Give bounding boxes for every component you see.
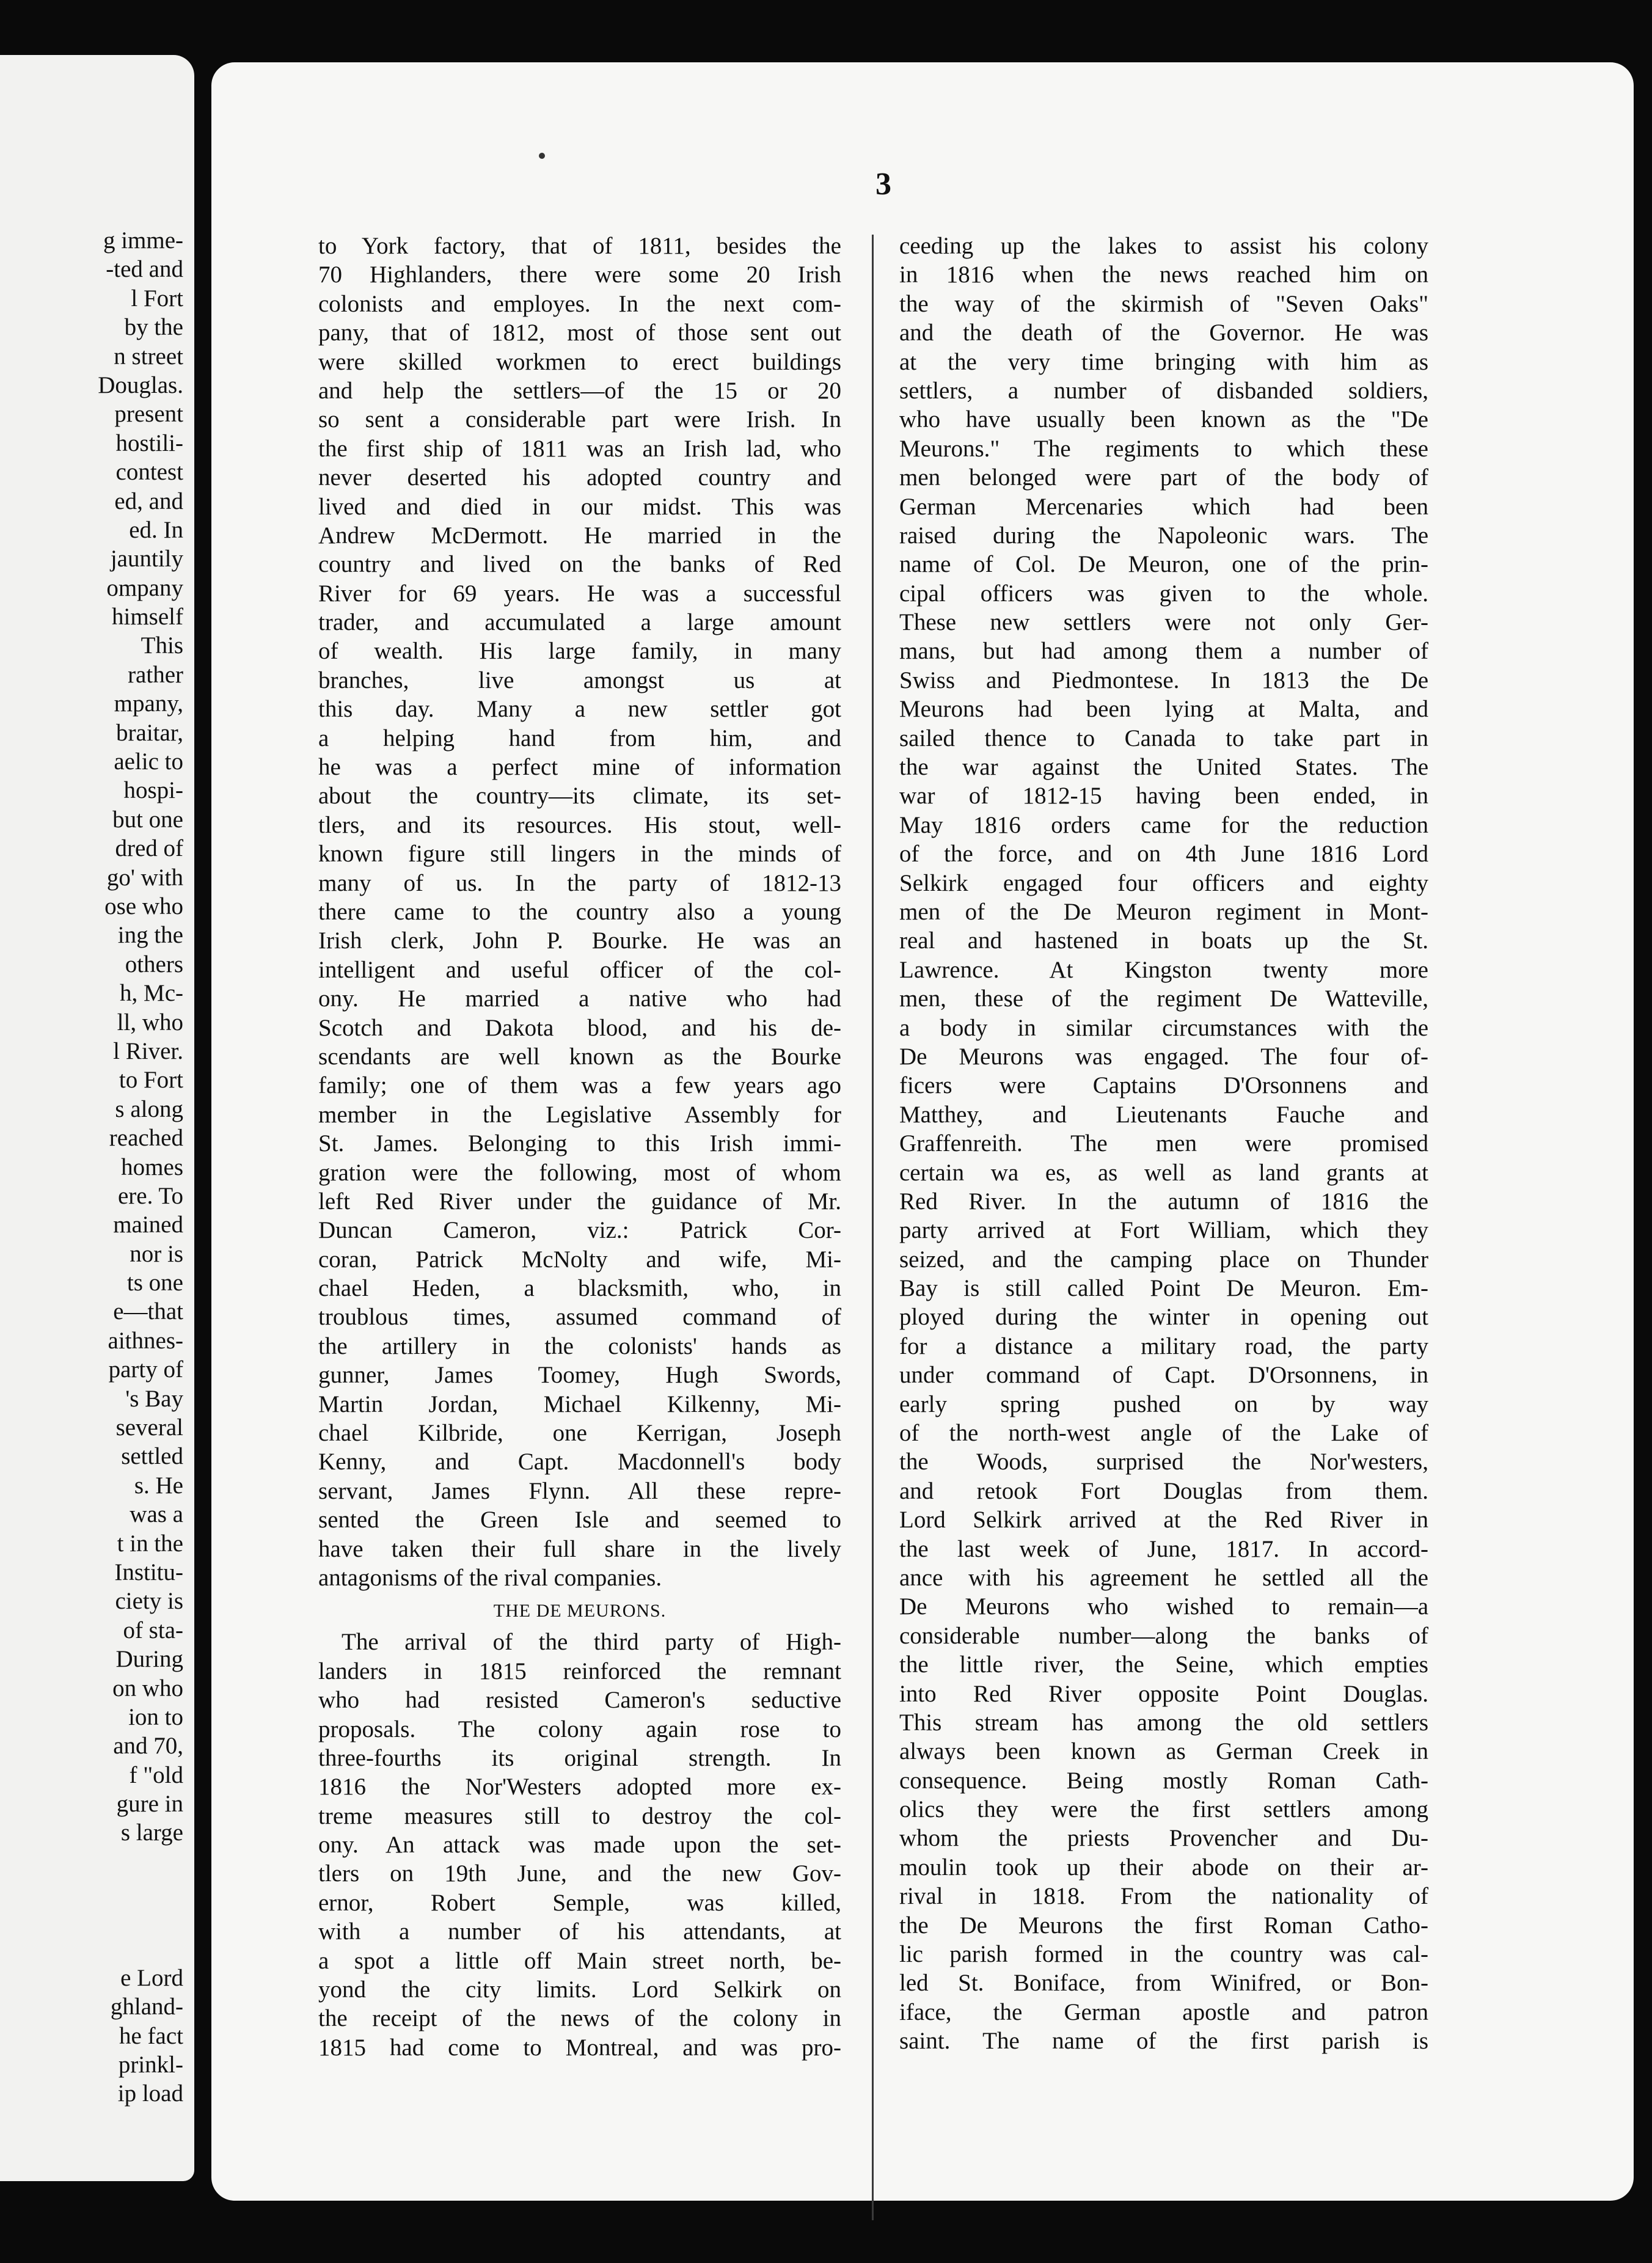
text-line: a body in similar circumstances with the	[899, 1014, 1428, 1041]
text-line: the Woods, surprised the Nor'westers,	[899, 1449, 1428, 1475]
text-line: whom the priests Provencher and Du-	[899, 1825, 1428, 1852]
fragment-line: aithnes-	[108, 1327, 183, 1354]
fragment-line: settled	[121, 1443, 183, 1470]
fragment-line: Institu-	[114, 1559, 183, 1585]
text-column-left	[318, 232, 841, 2062]
text-line: at the very time bringing with him as	[899, 348, 1428, 375]
fragment-line: jauntily	[110, 546, 183, 572]
text-line: real and hastened in boats up the St.	[899, 927, 1428, 954]
text-line: men belonged were part of the body of	[899, 464, 1428, 491]
fragment-line: Douglas.	[98, 371, 183, 398]
fragment-line: ed, and	[114, 488, 183, 514]
text-line: who had resisted Cameron's seductive	[318, 1687, 841, 1714]
text-line: gunner, James Toomey, Hugh Swords,	[318, 1362, 841, 1389]
fragment-line: contest	[115, 459, 183, 486]
text-line: cipal officers was given to the whole.	[899, 580, 1428, 607]
text-line: the artillery in the colonists' hands as	[318, 1333, 841, 1359]
text-line: the way of the skirmish of "Seven Oaks"	[899, 290, 1428, 317]
text-line: branches, live amongst us at	[318, 667, 841, 693]
text-line: so sent a considerable part were Irish. In	[318, 406, 841, 433]
fragment-line	[0, 1848, 183, 1964]
fragment-line: e Lord	[120, 1964, 183, 1991]
fragment-line: ciety is	[115, 1588, 183, 1615]
fragment-line: rather	[128, 661, 183, 688]
text-line: known figure still lingers in the minds of	[318, 841, 841, 868]
text-line: ployed during the winter in opening out	[899, 1304, 1428, 1331]
text-line: pany, that of 1812, most of those sent out	[318, 320, 841, 346]
text-line: landers in 1815 reinforced the remnant	[318, 1658, 841, 1684]
fragment-line: 's Bay	[125, 1385, 183, 1412]
text-line: chael Heden, a blacksmith, who, in	[318, 1275, 841, 1302]
text-line: River for 69 years. He was a successful	[318, 580, 841, 607]
text-line: mans, but had among them a number of	[899, 638, 1428, 665]
text-line: always been known as German Creek in	[899, 1738, 1428, 1765]
text-line: the war against the United States. The	[899, 754, 1428, 781]
fragment-line: aelic to	[114, 748, 183, 775]
text-line: The arrival of the third party of High-	[342, 1629, 841, 1656]
fragment-line: by the	[124, 314, 183, 341]
text-line: Scotch and Dakota blood, and his de-	[318, 1014, 841, 1041]
text-line: lived and died in our midst. This was	[318, 493, 841, 520]
text-line: and help the settlers—of the 15 or 20	[318, 377, 841, 404]
fragment-line: others	[125, 951, 183, 978]
text-line: Duncan Cameron, viz.: Patrick Cor-	[318, 1217, 841, 1244]
text-line: olics they were the first settlers among	[899, 1796, 1428, 1823]
text-line: coran, Patrick McNolty and wife, Mi-	[318, 1246, 841, 1273]
fragment-line: he fact	[119, 2022, 183, 2049]
text-line: Meurons had been lying at Malta, and	[899, 696, 1428, 723]
previous-page-text-fragments	[0, 226, 183, 2108]
text-line: gration were the following, most of whom	[318, 1159, 841, 1186]
text-line: 1816 the Nor'Westers adopted more ex-	[318, 1774, 841, 1801]
text-line: the receipt of the news of the colony in	[318, 2005, 841, 2032]
print-speck	[539, 153, 545, 159]
text-line: considerable number—along the banks of	[899, 1622, 1428, 1649]
text-line: about the country—its climate, its set-	[318, 783, 841, 810]
text-column-right	[899, 232, 1428, 2056]
text-line: party arrived at Fort William, which they	[899, 1217, 1428, 1244]
text-line: rival in 1818. From the nationality of	[899, 1883, 1428, 1910]
text-line: intelligent and useful officer of the col-	[318, 956, 841, 983]
fragment-line: braitar,	[116, 719, 183, 746]
page-number: 3	[875, 167, 891, 202]
text-line: ceeding up the lakes to assist his colony	[899, 233, 1428, 259]
text-line: the first ship of 1811 was an Irish lad, who	[318, 435, 841, 462]
text-line: men of the De Meuron regiment in Mont-	[899, 898, 1428, 925]
text-line: of the force, and on 4th June 1816 Lord	[899, 841, 1428, 868]
fragment-line: and 70,	[113, 1733, 183, 1760]
fragment-line: reached	[109, 1125, 183, 1152]
text-line: tlers, and its resources. His stout, well-	[318, 811, 841, 838]
text-line: Lawrence. At Kingston twenty more	[899, 956, 1428, 983]
fragment-line: s along	[115, 1095, 183, 1122]
fragment-line: mained	[113, 1212, 183, 1238]
text-line: Lord Selkirk arrived at the Red River in	[899, 1507, 1428, 1534]
text-line: sented the Green Isle and seemed to	[318, 1507, 841, 1534]
text-line: early spring pushed on by way	[899, 1391, 1428, 1417]
fragment-line: hospi-	[123, 777, 183, 804]
text-line: the De Meurons the first Roman Catho-	[899, 1912, 1428, 1939]
text-line: a spot a little off Main street north, be-	[318, 1947, 841, 1974]
fragment-line: ion to	[128, 1703, 183, 1730]
text-line: tlers on 19th June, and the new Gov-	[318, 1860, 841, 1887]
text-line: trader, and accumulated a large amount	[318, 609, 841, 636]
fragment-line: party of	[108, 1356, 183, 1383]
text-line: into Red River opposite Point Douglas.	[899, 1680, 1428, 1707]
fragment-line: During	[115, 1646, 183, 1673]
fragment-line: mpany,	[114, 690, 183, 717]
column-divider	[872, 235, 874, 2220]
fragment-line: nor is	[130, 1240, 183, 1267]
text-line: certain wa es, as well as land grants at	[899, 1159, 1428, 1186]
text-line: of wealth. His large family, in many	[318, 638, 841, 665]
fragment-line: ts one	[126, 1270, 183, 1296]
text-line: never deserted his adopted country and	[318, 464, 841, 491]
text-line: under command of Capt. D'Orsonnens, in	[899, 1362, 1428, 1389]
text-line: consequence. Being mostly Roman Cath-	[899, 1767, 1428, 1794]
text-line: men, these of the regiment De Watteville,	[899, 985, 1428, 1012]
fragment-line: l Fort	[131, 285, 183, 312]
text-line: chael Kilbride, one Kerrigan, Joseph	[318, 1420, 841, 1447]
fragment-line: -ted and	[106, 256, 183, 283]
fragment-line: h, Mc-	[120, 980, 183, 1007]
text-line: to York factory, that of 1811, besides the	[318, 233, 841, 259]
fragment-line: hostili-	[115, 430, 183, 456]
text-line: servant, James Flynn. All these repre-	[318, 1477, 841, 1504]
text-line: proposals. The colony again rose to	[318, 1716, 841, 1742]
text-line: Martin Jordan, Michael Kilkenny, Mi-	[318, 1391, 841, 1417]
text-line: Graffenreith. The men were promised	[899, 1130, 1428, 1157]
fragment-line: ose who	[104, 893, 183, 919]
fragment-line: n street	[114, 343, 183, 370]
text-line: colonists and employes. In the next com-	[318, 290, 841, 317]
text-line: This stream has among the old settlers	[899, 1709, 1428, 1736]
current-page	[211, 62, 1634, 2201]
text-line: raised during the Napoleonic wars. The	[899, 522, 1428, 549]
section-heading: THE DE MEURONS.	[493, 1601, 667, 1621]
fragment-line: but one	[112, 806, 183, 833]
text-line: war of 1812-15 having been ended, in	[899, 783, 1428, 810]
fragment-line: g imme-	[103, 227, 183, 254]
fragment-line: to Fort	[119, 1067, 183, 1094]
fragment-line: s. He	[134, 1472, 183, 1499]
text-line: name of Col. De Meuron, one of the prin-	[899, 551, 1428, 578]
text-line: there came to the country also a young	[318, 898, 841, 925]
text-line: Andrew McDermott. He married in the	[318, 522, 841, 549]
text-line: Selkirk engaged four officers and eighty	[899, 869, 1428, 896]
text-line: ony. An attack was made upon the set-	[318, 1832, 841, 1859]
fragment-line: ll, who	[117, 1009, 183, 1036]
text-line: Irish clerk, John P. Bourke. He was an	[318, 927, 841, 954]
text-line: De Meurons was engaged. The four of-	[899, 1043, 1428, 1070]
text-line: iface, the German apostle and patron	[899, 1998, 1428, 2025]
fragment-line: prinkl-	[118, 2052, 183, 2078]
fragment-line: ip load	[117, 2080, 183, 2107]
fragment-line: was a	[130, 1501, 183, 1528]
fragment-line: f "old	[129, 1761, 183, 1788]
fragment-line: s large	[120, 1819, 183, 1846]
text-line: 70 Highlanders, there were some 20 Irish	[318, 261, 841, 288]
text-line: antagonisms of the rival companies.	[318, 1564, 662, 1591]
text-line: family; one of them was a few years ago	[318, 1072, 841, 1099]
text-line: settlers, a number of disbanded soldiers,	[899, 377, 1428, 404]
fragment-line: ed. In	[129, 516, 183, 543]
text-line: member in the Legislative Assembly for	[318, 1101, 841, 1128]
text-line: moulin took up their abode on their ar-	[899, 1854, 1428, 1881]
text-line: De Meurons who wished to remain—a	[899, 1593, 1428, 1620]
fragment-line: of sta-	[123, 1617, 183, 1643]
text-line: the last week of June, 1817. In accord-	[899, 1535, 1428, 1562]
text-line: he was a perfect mine of information	[318, 754, 841, 781]
text-line: three-fourths its original strength. In	[318, 1744, 841, 1771]
text-line: 1815 had come to Montreal, and was pro-	[318, 2034, 841, 2061]
fragment-line: l River.	[113, 1037, 183, 1064]
fragment-line: several	[115, 1414, 183, 1441]
fragment-line: This	[141, 632, 183, 659]
text-line: and the death of the Governor. He was	[899, 320, 1428, 346]
text-line: Red River. In the autumn of 1816 the	[899, 1188, 1428, 1215]
text-line: have taken their full share in the lively	[318, 1535, 841, 1562]
text-line: for a distance a military road, the party	[899, 1333, 1428, 1359]
text-line: Matthey, and Lieutenants Fauche and	[899, 1101, 1428, 1128]
fragment-line: dred of	[115, 835, 183, 862]
text-line: ony. He married a native who had	[318, 985, 841, 1012]
fragment-line: gure in	[116, 1791, 183, 1818]
fragment-line: ompany	[106, 574, 183, 601]
fragment-line: ing the	[117, 922, 183, 949]
fragment-line: t in the	[117, 1530, 183, 1557]
text-line: this day. Many a new settler got	[318, 696, 841, 723]
fragment-line: homes	[121, 1153, 183, 1180]
text-line: St. James. Belonging to this Irish immi-	[318, 1130, 841, 1157]
text-line: led St. Boniface, from Winifred, or Bon-	[899, 1970, 1428, 1997]
text-line: and retook Fort Douglas from them.	[899, 1477, 1428, 1504]
text-line: treme measures still to destroy the col-	[318, 1802, 841, 1829]
text-line: German Mercenaries which had been	[899, 493, 1428, 520]
fragment-line: himself	[112, 604, 183, 631]
text-line: Kenny, and Capt. Macdonnell's body	[318, 1449, 841, 1475]
text-line: ernor, Robert Semple, was killed,	[318, 1889, 841, 1916]
text-line: with a number of his attendants, at	[318, 1918, 841, 1945]
text-line: of the north-west angle of the Lake of	[899, 1420, 1428, 1447]
text-line: These new settlers were not only Ger-	[899, 609, 1428, 636]
text-line: seized, and the camping place on Thunder	[899, 1246, 1428, 1273]
text-line: Swiss and Piedmontese. In 1813 the De	[899, 667, 1428, 693]
text-line: sailed thence to Canada to take part in	[899, 725, 1428, 751]
text-line: Bay is still called Point De Meuron. Em-	[899, 1275, 1428, 1302]
text-line: saint. The name of the first parish is	[899, 2028, 1428, 2055]
text-line: who have usually been known as the "De	[899, 406, 1428, 433]
text-line: in 1816 when the news reached him on	[899, 261, 1428, 288]
text-line: troublous times, assumed command of	[318, 1304, 841, 1331]
previous-page-edge	[0, 55, 194, 2181]
text-line: a helping hand from him, and	[318, 725, 841, 751]
text-line: ance with his agreement he settled all the	[899, 1564, 1428, 1591]
text-line: many of us. In the party of 1812-13	[318, 869, 841, 896]
text-line: the little river, the Seine, which empties	[899, 1651, 1428, 1678]
text-line: country and lived on the banks of Red	[318, 551, 841, 578]
fragment-line: e—that	[113, 1298, 183, 1325]
text-line: were skilled workmen to erect buildings	[318, 348, 841, 375]
text-line: yond the city limits. Lord Selkirk on	[318, 1976, 841, 2003]
text-line: Meurons." The regiments to which these	[899, 435, 1428, 462]
text-line: left Red River under the guidance of Mr.	[318, 1188, 841, 1215]
fragment-line: present	[114, 401, 183, 428]
text-line: May 1816 orders came for the reduction	[899, 811, 1428, 838]
text-line: ficers were Captains D'Orsonnens and	[899, 1072, 1428, 1099]
fragment-line: go' with	[106, 864, 183, 891]
fragment-line: on who	[112, 1675, 183, 1702]
fragment-line: ghland-	[110, 1994, 183, 2020]
fragment-line: ere. To	[117, 1182, 183, 1209]
text-line: scendants are well known as the Bourke	[318, 1043, 841, 1070]
text-line: lic parish formed in the country was cal-	[899, 1941, 1428, 1968]
